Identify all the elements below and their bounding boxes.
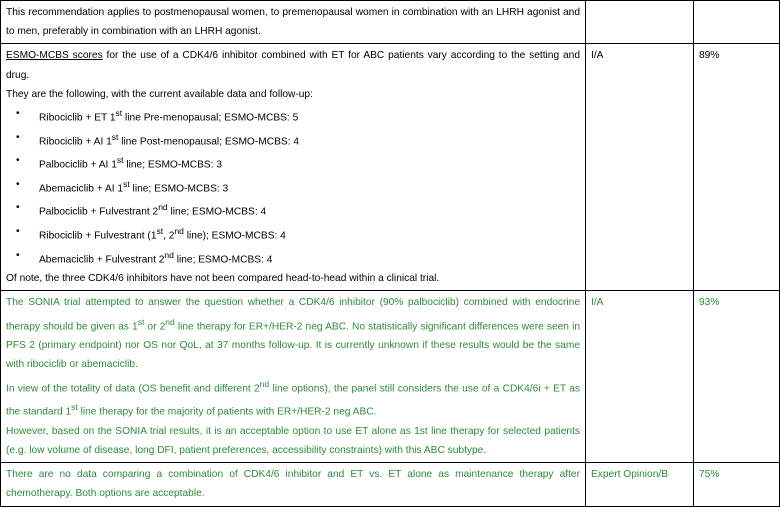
consensus-cell: 89%	[694, 44, 780, 291]
list-item: • Ribociclib + Fulvestrant (1st, 2nd line); ESMO-MCBS: 4	[39, 222, 580, 246]
bullet-list	[6, 104, 580, 269]
list-item: • Abemaciclib + Fulvestrant 2nd line; ESMO-MCBS: 4	[39, 246, 580, 270]
bullet-icon: •	[16, 249, 20, 261]
bullet-icon: •	[16, 131, 20, 143]
sonia-paragraph-1: The SONIA trial attempted to answer the question whether a CDK4/6 inhibitor (90% palbociclib) combined with endocrine therapy should be given as 1st or 2nd line therapy for ER+/HER-2 neg ABC. No statistically significant differences were seen in PFS 2 (primary endpoint) nor OS nor QoL, at 37 months follow-up. It is currently unknown if these results would be the same with ribociclib or abemaciclib.	[6, 297, 581, 371]
recommendation-lead: They are the following, with the current available data and follow-up:	[6, 88, 313, 100]
recommendation-intro: ESMO-MCBS scores for the use of a CDK4/6 inhibitor combined with ET for ABC patients vary according to the setting and drug.	[6, 50, 580, 81]
maintenance-text: There are no data comparing a combination of CDK4/6 inhibitor and ET vs. ET alone as maintenance therapy after chemotherapy. Both options are acceptable.	[6, 469, 580, 500]
list-item: • Abemaciclib + AI 1st line; ESMO-MCBS: 3	[39, 175, 580, 199]
level-cell: I/A	[586, 44, 694, 291]
bullet-icon: •	[16, 178, 20, 190]
table-row	[1, 291, 780, 463]
bullet-icon: •	[16, 155, 20, 167]
sonia-paragraph-2: In view of the totality of data (OS benefit and different 2nd line options), the panel still considers the use of a CDK4/6i + ET as the standard 1st line therapy for the majority of patients with ER+/HER-2 neg ABC.	[6, 378, 580, 418]
level-cell	[586, 1, 694, 44]
level-cell: I/A	[586, 291, 694, 463]
consensus-cell: 93%	[694, 291, 780, 463]
recommendation-cell	[1, 1, 586, 44]
recommendation-cell	[1, 463, 586, 506]
level-cell: Expert Opinion/B	[586, 463, 694, 506]
table-row	[1, 44, 780, 291]
list-item: • Ribociclib + AI 1st line Post-menopausal; ESMO-MCBS: 4	[39, 128, 580, 152]
bullet-icon: •	[16, 225, 20, 237]
table-row	[1, 463, 780, 506]
recommendation-cell	[1, 44, 586, 291]
consensus-cell	[694, 1, 780, 44]
list-item: • Palbociclib + Fulvestrant 2nd line; ESMO-MCBS: 4	[39, 198, 580, 222]
esmo-mcbs-link[interactable]: ESMO-MCBS scores	[6, 50, 103, 62]
recommendation-text: This recommendation applies to postmenopausal women, to premenopausal women in combination with an LHRH agonist and to men, preferably in combination with an LHRH agonist.	[6, 7, 580, 38]
bullet-icon: •	[16, 108, 20, 120]
list-item: • Palbociclib + AI 1st line; ESMO-MCBS: 3	[39, 151, 580, 175]
recommendation-cell	[1, 291, 586, 463]
bullet-icon: •	[16, 202, 20, 214]
recommendation-note: Of note, the three CDK4/6 inhibitors have not been compared head-to-head within a clinical trial.	[6, 273, 440, 285]
list-item: • Ribociclib + ET 1st line Pre-menopausal; ESMO-MCBS: 5	[39, 104, 580, 128]
consensus-cell: 75%	[694, 463, 780, 506]
sonia-paragraph-3: However, based on the SONIA trial results, it is an acceptable option to use ET alone as 1st line therapy for selected patients (e.g. low volume of disease, long DFI, patient preferences, accessibility constraints) with this ABC subtype.	[6, 425, 580, 456]
table-row	[1, 1, 780, 44]
